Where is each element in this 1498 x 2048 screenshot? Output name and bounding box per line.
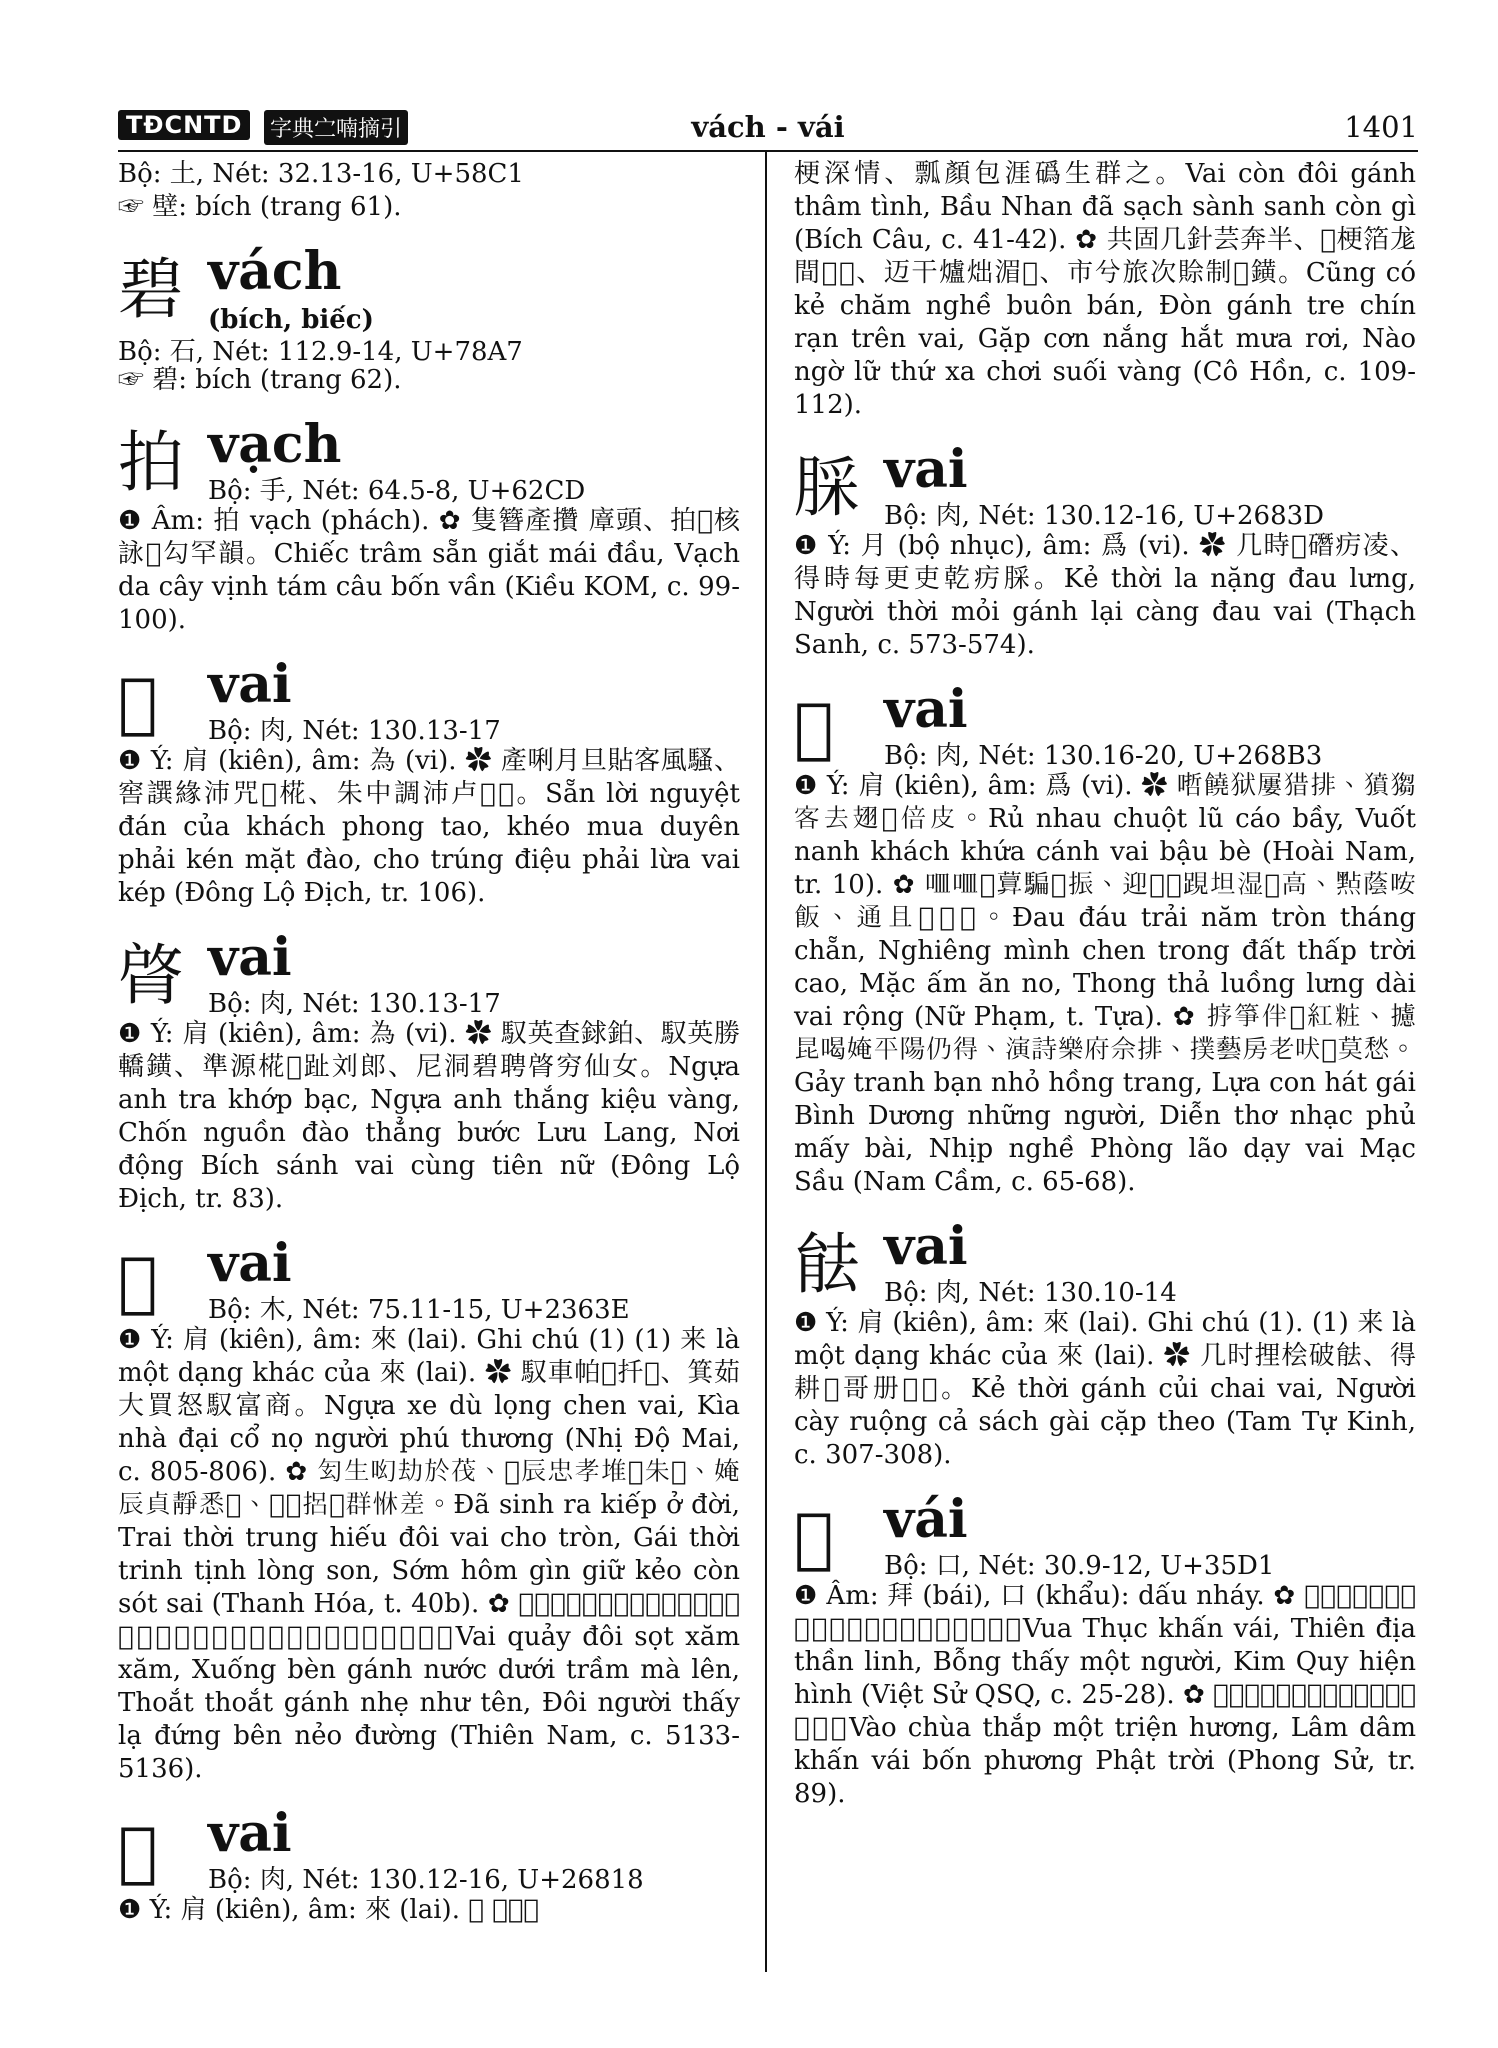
entry-headword: vai — [208, 1803, 292, 1864]
entry-glyph: 拍 — [118, 424, 184, 501]
entry-body: ❶ Âm: 拜 (bái), 口 (khẩu): dấu nháy. ✿ 𢬣蜀𠿃𠻃、天地神灵、俸𧡊沒得、金龜現形。Vua Thục khấn vái, Thiên địa thần linh, Bỗng thấy một người, Kim Quy hiện hình (Việt Sử QSQ, c. 25-28). ✿ 𠚢厨揷没篆香、𠺺𠿃𠿃𠻃𦊚方佛𡗶。Vào chùa thắp một triện hương, Lâm dâm khấn vái bốn phương Phật trời (Phong Sử, tr. 89). — [794, 1581, 1416, 1809]
continued-entry — [794, 158, 1416, 422]
dictionary-entry — [794, 439, 1416, 662]
entry-body: ❶ Ý: 肩 (kiên), âm: 來 (lai). Ghi chú (1) (1) 来 là một dạng khác của 來 (lai). ✿ 馭車帕𢴑扦𣍎、箕茹大買怒馭富商。Ngựa xe dù lọng chen vai, Kìa nhà đại cổ nọ người phú thương (Nhị Độ Mai, c. 805-806). ✿ 𠣖生𠯻劫於茷、𦓡辰忠孝堆𣍎朱𤀖、㛪辰貞靜悉𤀖、𣋚𣋁捛𥿗群恘差。Đã sinh ra kiếp ở đời, Trai thời trung hiếu đôi vai cho tròn, Gái thời trinh tịnh lòng son, Sớm hôm gìn giữ kẻo còn sót sai (Thanh Hóa, t. 40b). ✿ 𣍎掛堆𥳉侵侵、𨓡卞捚渃𣇊沉麻蓮、脫脫捚珥如箭、堆馭𧡊𨓡𦸘边𡏦塘。Vai quảy đôi sọt xăm xăm, Xuống bèn gánh nước dưới trầm mà lên, Thoắt thoắt gánh nhẹ như tên, Đôi người thấy lạ đứng bên nẻo đường (Thiên Nam, c. 5133-5136). — [118, 1325, 740, 1784]
entry-body: 梗深情、瓢顏包涯䃣生群之。Vai còn đôi gánh thâm tình, Bầu Nhan đã sạch sành sanh còn gì (Bích Câu, c. 41-42). ✿ 共固几針芸奔半、𣘃梗箔尨間𨓐𦢟、迈干爐炪湄𦢟、市兮旅次賒制𣾼鐄。Cũng có kẻ chăm nghề buôn bán, Đòn gánh tre chín rạn trên vai, Gặp cơn nắng hắt mưa rơi, Nào ngờ lữ thứ xa chơi suối vàng (Cô Hồn, c. 109-112). — [794, 159, 1416, 420]
column-divider — [765, 152, 767, 1972]
entry-headword: vai — [208, 654, 292, 715]
entry-headword: vạch — [208, 414, 342, 475]
entry-meta: Bộ: 肉, Nét: 130.13-17 — [208, 716, 501, 746]
entry-glyph: 䐆 — [794, 449, 860, 526]
page-header — [118, 104, 1418, 150]
dictionary-entry — [118, 1803, 740, 1927]
entry-glyph: 𠻃 — [794, 1499, 834, 1576]
dictionary-entry — [794, 1489, 1416, 1811]
entry-glyph: 䏿 — [118, 937, 184, 1014]
cross-reference: ☞ 壁: bích (trang 61). — [118, 192, 402, 222]
entry-headword: vai — [884, 1216, 968, 1277]
entry-headword: vách — [208, 241, 342, 302]
entry-meta: Bộ: 肉, Nét: 130.16-20, U+268B3 — [884, 741, 1323, 771]
dictionary-entry — [794, 1216, 1416, 1472]
entry-alt-readings: (bích, biếc) — [208, 305, 374, 335]
entry-meta: Bộ: 口, Nét: 30.9-12, U+35D1 — [884, 1551, 1275, 1581]
entry-headword: vái — [884, 1489, 968, 1550]
dictionary-entry — [118, 414, 740, 637]
entry-glyph: 䏻 — [794, 1226, 860, 1303]
entry-glyph: 𦢳 — [794, 689, 834, 766]
dictionary-entry — [118, 1233, 740, 1786]
entry-headword: vai — [884, 679, 968, 740]
dictionary-entry — [118, 241, 740, 397]
entry-body: ❶ Ý: 肩 (kiên), âm: 爲 (vi). ✿ 𠹗饒狱屢猎排、獖𤠮客去翅𦢳倍皮。Rủ nhau chuột lũ cáo bầy, Vuốt nanh khách khứa cánh vai bậu bè (Hoài Nam, tr. 10). ✿ 𠰘𠰘𥒥𦽹騙𦢳振、迎𨉞𣋇𨁍坦湿𡗶高、㸃蔭咹飯、通且𨈒𦢳𦢳。Đau đáu trải năm tròn tháng chẵn, Nghiêng mình chen trong đất thấp trời cao, Mặc ấm ăn no, Thong thả luồng lưng dài vai rộng (Nữ Phạm, t. Tựa). ✿ 𢭸箏伴𣠵紅粧、攄昆喝㛪平陽仍得、演詩樂府佘排、撲藝房老吠𦢳莫愁。Gảy tranh bạn nhỏ hồng trang, Lựa con hát gái Bình Dương những người, Diễn thơ nhạc phủ mấy bài, Nhịp nghề Phòng lão dạy vai Mạc Sầu (Nam Cầm, c. 65-68). — [794, 771, 1416, 1197]
entry-headword: vai — [208, 927, 292, 988]
entry-body: ☞ 碧: bích (trang 62). — [118, 365, 402, 395]
header-rule — [118, 150, 1418, 152]
entry-body: ❶ Âm: 拍 vạch (phách). ✿ 隻簪產攢 㢓頭、拍𦝄核詠𦤾勾罕韻。Chiếc trâm sẵn giắt mái đầu, Vạch da cây vịnh tám câu bốn vần (Kiều KOM, c. 99-100). — [118, 506, 740, 635]
book-badge: TĐCNTD — [118, 110, 250, 140]
entry-meta: Bộ: 木, Nét: 75.11-15, U+2363E — [208, 1295, 630, 1325]
entry-glyph: 碧 — [118, 251, 184, 328]
dictionary-entry — [118, 927, 740, 1216]
entry-body: ❶ Ý: 月 (bộ nhục), âm: 爲 (vi). ✿ 几時𠺥䃡疠凌、得時每更吏乾疠䐆。Kẻ thời la nặng đau lưng, Người thời mỏi gánh lại càng đau vai (Thạch Sanh, c. 573-574). — [794, 531, 1416, 660]
entry-glyph: 𦢟 — [118, 664, 158, 741]
entry-body: ❶ Ý: 肩 (kiên), âm: 來 (lai). ✿ 𦠘群堆 — [118, 1895, 539, 1925]
entry-meta: Bộ: 肉, Nét: 130.10-14 — [884, 1278, 1177, 1308]
dictionary-entry — [794, 679, 1416, 1199]
entry-meta: Bộ: 手, Nét: 64.5-8, U+62CD — [208, 476, 586, 506]
dictionary-entry — [118, 654, 740, 910]
entry-meta: Bộ: 石, Nét: 112.9-14, U+78A7 — [118, 337, 523, 367]
book-subtitle-badge: 字典㝉喃摘引 — [264, 110, 408, 145]
entry-headword: vai — [208, 1233, 292, 1294]
entry-body: ❶ Ý: 肩 (kiên), âm: 為 (vi). ✿ 產唎月旦貼客風騷、窖譔緣沛咒𦹵椛、朱中調沛卢𦢟𠋦。Sẵn lời nguyệt đán của khách phong tao, khéo mua duyên phải kén mặt đào, cho trúng điệu phải lừa vai kép (Đông Lộ Địch, tr. 106). — [118, 746, 740, 908]
right-column — [794, 158, 1416, 1833]
running-title: vách - vái — [691, 110, 845, 144]
entry-body: ❶ Ý: 肩 (kiên), âm: 為 (vi). ✿ 馭英查銶鉑、馭英勝轎鐄、準源椛𨂔趾刘郎、尼洞碧聘䏿穷仙女。Ngựa anh tra khớp bạc, Ngựa anh thắng kiệu vàng, Chốn nguồn đào thẳng bước Lưu Lang, Nơi động Bích sánh vai cùng tiên nữ (Đông Lộ Địch, tr. 83). — [118, 1019, 740, 1214]
entry-meta: Bộ: 土, Nét: 32.13-16, U+58C1 — [118, 159, 524, 189]
entry-meta: Bộ: 肉, Nét: 130.12-16, U+26818 — [208, 1865, 644, 1895]
entry-body: ❶ Ý: 肩 (kiên), âm: 來 (lai). Ghi chú (1). (1) 来 là một dạng khác của 來 (lai). ✿ 几时捚桧破䏻、得耕𤳆哥册𢬣𨆢。Kẻ thời gánh củi chai vai, Người cày ruộng cả sách gài cặp theo (Tam Tự Kinh, c. 307-308). — [794, 1308, 1416, 1470]
entry-meta: Bộ: 肉, Nét: 130.13-17 — [208, 989, 501, 1019]
page-number: 1401 — [1344, 110, 1418, 144]
entry-meta: Bộ: 肉, Nét: 130.12-16, U+2683D — [884, 501, 1325, 531]
left-column — [118, 158, 740, 1949]
entry-headword: vai — [884, 439, 968, 500]
entry-glyph: 𣍎 — [118, 1243, 158, 1320]
intro-entry — [118, 158, 740, 224]
entry-glyph: 𦠘 — [118, 1813, 158, 1890]
